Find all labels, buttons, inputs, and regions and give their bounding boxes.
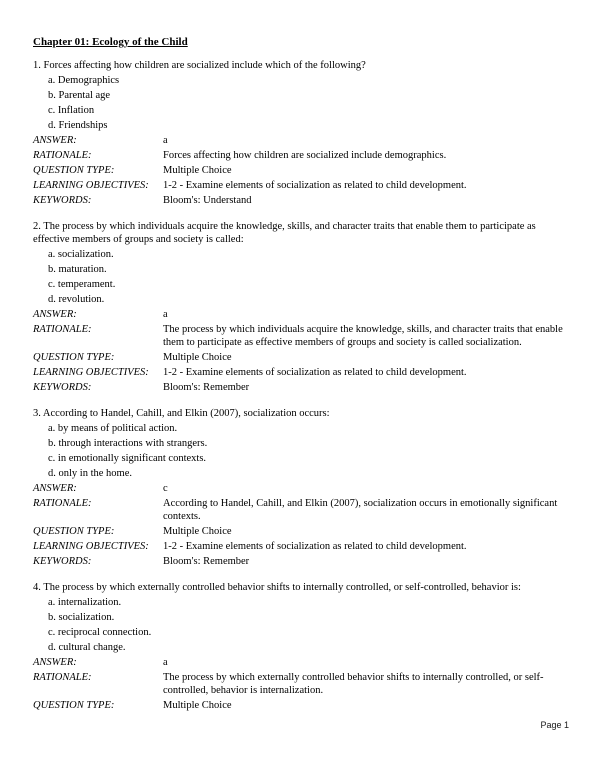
question-option: c. in emotionally significant contexts. [48,453,207,464]
keywords-value: Bloom's: Understand [163,195,252,206]
learning-objectives-value: 1-2 - Examine elements of socialization as related to child development. [163,541,467,552]
question-option: c. reciprocal connection. [48,627,152,638]
question-type-row [33,164,570,177]
meta-label: RATIONALE: [33,324,92,335]
question-stem: The process by which individuals acquire the knowledge, skills, and character traits that enable them to participate as effective members of groups and society is called: [33,221,536,245]
meta-label: QUESTION TYPE: [33,165,115,176]
question-option: b. Parental age [48,90,111,101]
meta-label: LEARNING OBJECTIVES: [33,541,149,552]
rationale-value: The process by which individuals acquire the knowledge, skills, and character traits that enable them to participate as effective members of groups and society is called socialization. [163,324,563,348]
meta-label: KEYWORDS: [33,556,92,567]
answer-value: a [163,309,168,320]
question-option: c. temperament. [48,279,116,290]
keywords-row [33,194,570,207]
question-block-1 [33,59,570,207]
question-number: 4. [33,582,41,593]
rationale-value: Forces affecting how children are socialized include demographics. [163,150,447,161]
learning-objectives-value: 1-2 - Examine elements of socialization as related to child development. [163,180,467,191]
question-block-3 [33,407,570,568]
rationale-row [33,497,570,523]
meta-label: KEYWORDS: [33,195,92,206]
learning-objectives-row [33,179,570,192]
question-number: 3. [33,408,41,419]
question-text [33,220,570,246]
question-text [33,59,570,72]
document-title: Chapter 01: Ecology of the Child [33,36,188,48]
question-block-2 [33,220,570,394]
question-type-value: Multiple Choice [163,700,232,711]
meta-label: QUESTION TYPE: [33,352,115,363]
rationale-value: The process by which externally controlled behavior shifts to internally controlled, or self-controlled, behavior is internalization. [163,672,544,696]
rationale-row [33,671,570,697]
question-option: b. socialization. [48,612,115,623]
answer-value: c [163,483,168,494]
question-option: d. cultural change. [48,642,126,653]
meta-label: RATIONALE: [33,672,92,683]
meta-label: ANSWER: [33,135,77,146]
question-option: a. internalization. [48,597,122,608]
rationale-row [33,323,570,349]
meta-label: QUESTION TYPE: [33,700,115,711]
keywords-row [33,381,570,394]
answer-value: a [163,135,168,146]
question-option: c. Inflation [48,105,95,116]
answer-row [33,134,570,147]
question-block-4 [33,581,570,712]
question-stem: According to Handel, Cahill, and Elkin (2007), socialization occurs: [42,408,330,419]
question-type-value: Multiple Choice [163,352,232,363]
question-text [33,407,570,420]
question-option: d. revolution. [48,294,105,305]
question-number: 1. [33,60,41,71]
question-type-row [33,699,570,712]
question-text [33,581,570,594]
rationale-row [33,149,570,162]
question-type-row [33,351,570,364]
question-stem: The process by which externally controlled behavior shifts to internally controlled, or self-controlled, behavior is: [43,582,521,593]
question-type-value: Multiple Choice [163,526,232,537]
learning-objectives-value: 1-2 - Examine elements of socialization as related to child development. [163,367,467,378]
question-option: d. Friendships [48,120,108,131]
meta-label: LEARNING OBJECTIVES: [33,180,149,191]
learning-objectives-row [33,366,570,379]
answer-row [33,482,570,495]
keywords-row [33,555,570,568]
meta-label: QUESTION TYPE: [33,526,115,537]
meta-label: ANSWER: [33,657,77,668]
question-option: a. Demographics [48,75,120,86]
meta-label: RATIONALE: [33,150,92,161]
question-option: a. socialization. [48,249,114,260]
meta-label: ANSWER: [33,483,77,494]
answer-row [33,308,570,321]
keywords-value: Bloom's: Remember [163,382,250,393]
answer-value: a [163,657,168,668]
question-type-value: Multiple Choice [163,165,232,176]
learning-objectives-row [33,540,570,553]
meta-label: RATIONALE: [33,498,92,509]
question-option: b. through interactions with strangers. [48,438,208,449]
meta-label: KEYWORDS: [33,382,92,393]
answer-row [33,656,570,669]
meta-label: LEARNING OBJECTIVES: [33,367,149,378]
question-option: d. only in the home. [48,468,132,479]
question-option: b. maturation. [48,264,107,275]
rationale-value: According to Handel, Cahill, and Elkin (2007), socialization occurs in emotionally significant contexts. [163,498,558,522]
meta-label: ANSWER: [33,309,77,320]
question-option: a. by means of political action. [48,423,178,434]
page-number: Page 1 [540,720,569,730]
question-type-row [33,525,570,538]
question-number: 2. [33,221,41,232]
question-stem: Forces affecting how children are socialized include which of the following? [43,60,366,71]
keywords-value: Bloom's: Remember [163,556,250,567]
